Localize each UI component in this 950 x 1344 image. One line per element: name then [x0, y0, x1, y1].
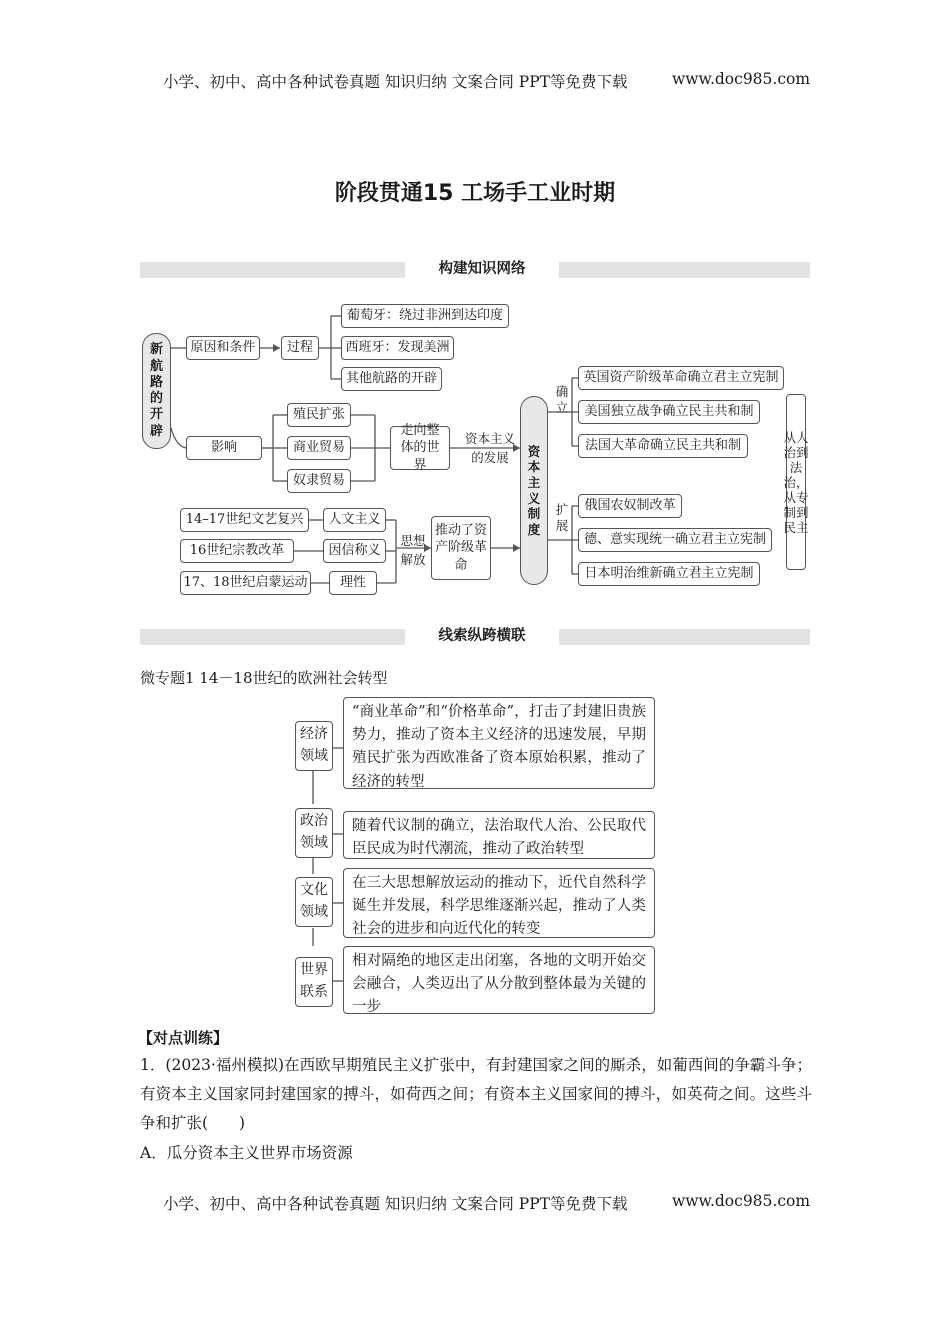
domain-label-culture: 文化领域 [295, 877, 333, 927]
node-impact: 影响 [186, 436, 262, 460]
node-enlightenment: 17、18世纪启蒙运动 [180, 571, 311, 595]
domain-text-politics: 随着代议制的确立，法治取代人治、公民取代臣民成为时代潮流，推动了政治转型 [343, 811, 655, 859]
node-causes: 原因和条件 [186, 336, 260, 360]
node-process: 过程 [281, 336, 319, 360]
node-portugal: 葡萄牙：绕过非洲到达印度 [341, 304, 509, 328]
label-thought-liberation: 思想解放 [400, 533, 426, 567]
label-capitalism-development: 资本主义的发展 [464, 431, 515, 465]
node-reformation: 16世纪宗教改革 [180, 539, 294, 563]
node-integrated-world: 走向整体的世界 [390, 426, 450, 470]
header-text: 小学、初中、高中各种试卷真题 知识归纳 文案合同 PPT等免费下载 [163, 73, 628, 91]
header-url: www.doc985.com [672, 70, 811, 88]
node-russia-reform: 俄国农奴制改革 [578, 494, 682, 518]
label-expand: 扩展 [555, 502, 569, 533]
practice-heading: 【对点训练】 [138, 1029, 229, 1047]
question-source: 1．(2023·福州模拟) [140, 1056, 285, 1074]
domain-text-economy: “商业革命”和“价格革命”，打击了封建旧贵族势力，推动了资本主义经济的迅速发展，早期殖民扩张为西欧准备了资本原始积累，推动了经济的转型 [343, 697, 655, 789]
domain-label-politics: 政治领域 [295, 808, 333, 858]
domain-label-world: 世界联系 [295, 957, 333, 1007]
topic-heading: 微专题1 14－18世纪的欧洲社会转型 [140, 669, 388, 687]
node-justification-by-faith: 因信称义 [323, 539, 386, 563]
node-american-independence: 美国独立战争确立民主共和制 [578, 400, 760, 424]
question-stem: 在西欧早期殖民主义扩张中，有封建国家之间的厮杀，如葡西间的争霸斗争；有资本主义国家同封建国家的搏斗，如荷西之间；有资本主义国家间的搏斗，如英荷之间。这些斗争和扩张( ) [140, 1056, 812, 1132]
section-heading-knowledge-network: 构建知识网络 [405, 257, 559, 278]
node-spain: 西班牙：发现美洲 [341, 336, 454, 360]
node-germany-italy-unification: 德、意实现统一确立君主立宪制 [578, 528, 772, 552]
node-bourgeois-revolution: 推动了资产阶级革命 [431, 516, 491, 580]
label-establish: 确立 [555, 384, 569, 415]
node-colonial-expansion: 殖民扩张 [287, 403, 351, 427]
domain-label-economy: 经济领域 [295, 721, 333, 771]
footer-url: www.doc985.com [672, 1192, 811, 1210]
node-reason: 理性 [329, 571, 377, 595]
node-humanism: 人文主义 [323, 508, 386, 532]
domain-text-culture: 在三大思想解放运动的推动下，近代自然科学诞生并发展，科学思维逐渐兴起，推动了人类社会的进步和向近代化的转变 [343, 868, 655, 938]
section-heading-connections: 线索纵跨横联 [405, 624, 559, 645]
node-other-routes: 其他航路的开辟 [341, 367, 442, 391]
node-rule-of-law-democracy: 从人治到法治，从专制到民主 [786, 394, 806, 570]
option-a[interactable]: A．瓜分资本主义世界市场资源 [140, 1144, 353, 1162]
question-1 [140, 1051, 812, 1138]
node-new-sea-routes: 新航路的开辟 [142, 333, 171, 449]
node-meiji-restoration: 日本明治维新确立君主立宪制 [578, 562, 760, 586]
node-slave-trade: 奴隶贸易 [287, 469, 351, 493]
node-england-revolution: 英国资产阶级革命确立君主立宪制 [578, 366, 784, 390]
node-french-revolution: 法国大革命确立民主共和制 [578, 434, 748, 458]
node-capitalist-system: 资本主义制度 [520, 396, 548, 585]
node-commerce: 商业贸易 [287, 436, 351, 460]
node-renaissance: 14–17世纪文艺复兴 [180, 508, 309, 532]
domain-text-world: 相对隔绝的地区走出闭塞，各地的文明开始交会融合，人类迈出了从分散到整体最为关键的一步 [343, 946, 655, 1014]
page-title: 阶段贯通15 工场手工业时期 [334, 181, 616, 206]
footer-text: 小学、初中、高中各种试卷真题 知识归纳 文案合同 PPT等免费下载 [163, 1195, 628, 1213]
